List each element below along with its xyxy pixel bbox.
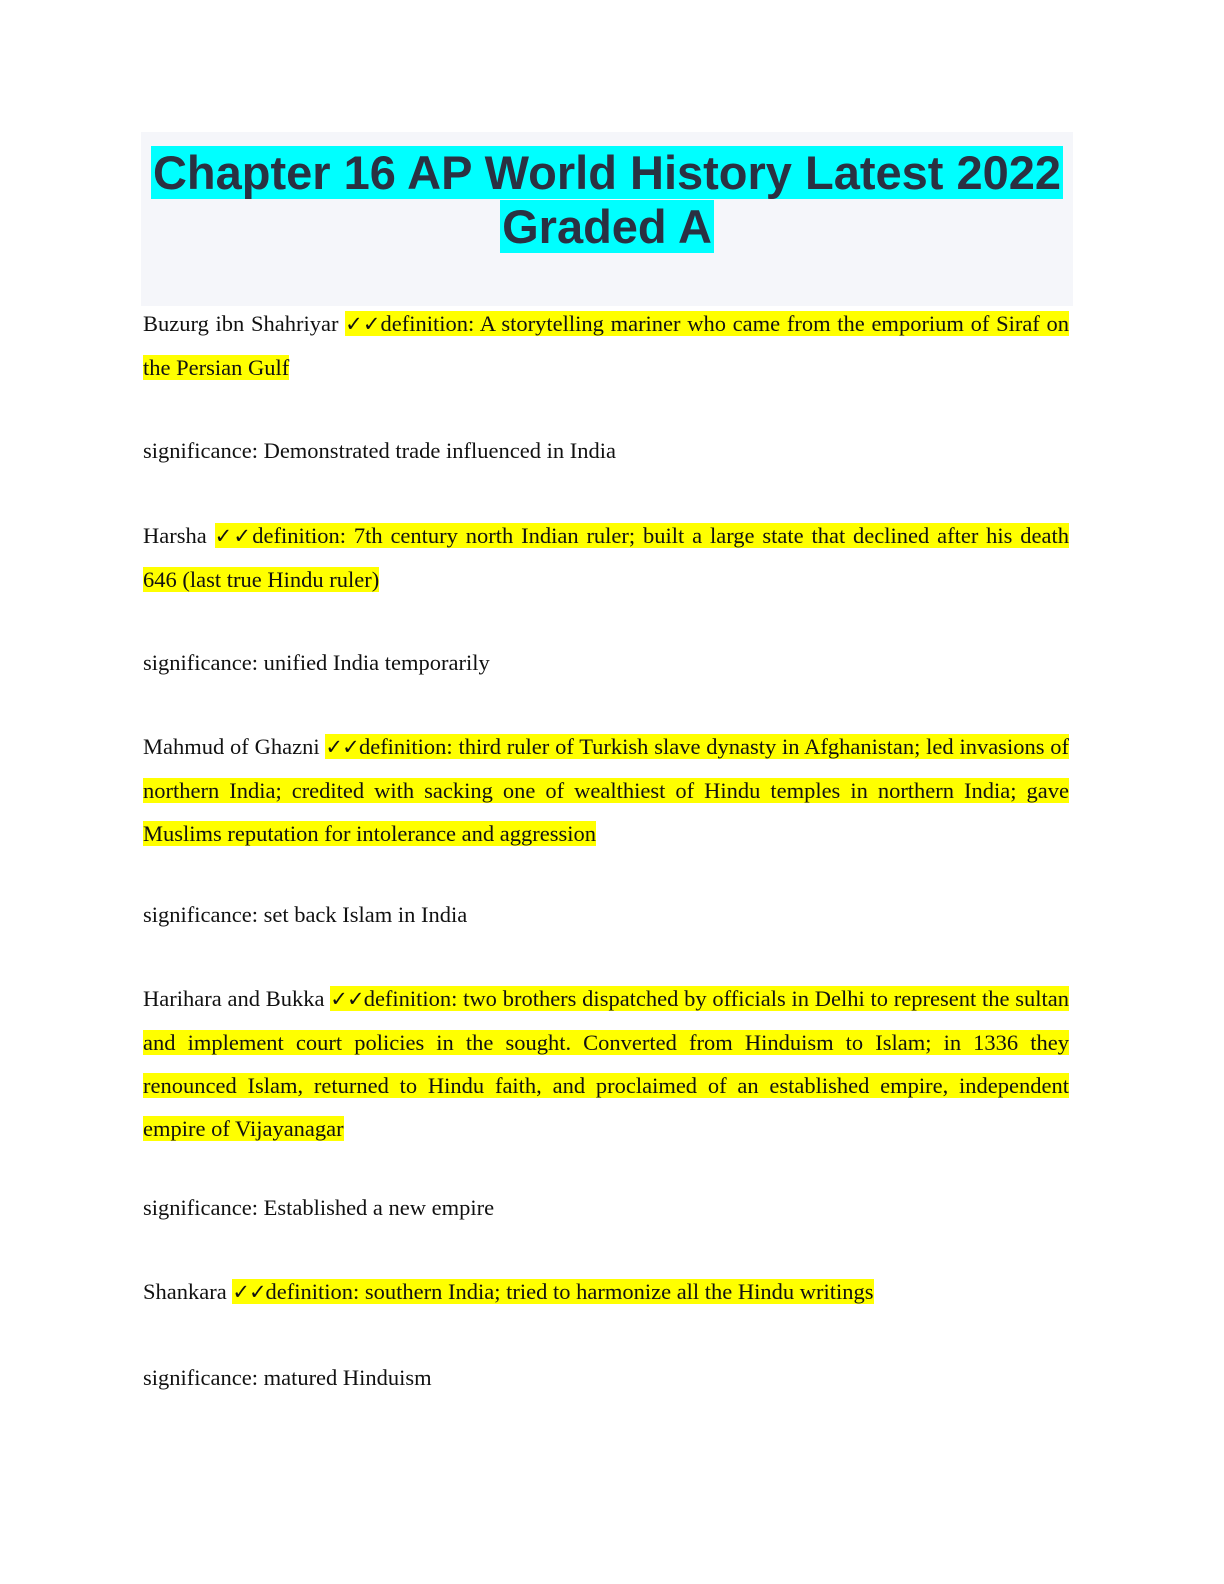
entry-definition — [143, 302, 1069, 389]
double-check-icon: ✓✓ — [345, 312, 381, 336]
double-check-icon: ✓✓ — [330, 987, 364, 1011]
entry-term: Harsha — [143, 523, 207, 548]
double-check-icon: ✓✓ — [232, 1280, 266, 1304]
entry-definition — [143, 977, 1069, 1150]
entry-term: Buzurg ibn Shahriyar — [143, 311, 339, 336]
entry-significance: significance: unified India temporarily — [143, 650, 490, 675]
definition-text: definition: A storytelling mariner who came from the emporium of Siraf on the Persian Gulf — [143, 311, 1069, 380]
entry-significance: significance: matured Hinduism — [143, 1365, 432, 1390]
title-line-2 — [141, 200, 1073, 254]
entry-definition — [143, 1270, 1069, 1314]
double-check-icon: ✓✓ — [325, 735, 359, 759]
entry-term: Harihara and Bukka — [143, 986, 325, 1011]
definition-text: definition: third ruler of Turkish slave dynasty in Afghanistan; led invasions of northern India; credited with sacking one of wealthiest of Hindu temples in northern India; gave Muslims reputation for intolerance and aggression — [143, 734, 1069, 846]
title-line-1 — [141, 146, 1073, 200]
double-check-icon: ✓✓ — [214, 524, 253, 548]
definition-highlight — [232, 1279, 873, 1304]
entry-significance: significance: set back Islam in India — [143, 902, 468, 927]
definition-text: definition: two brothers dispatched by officials in Delhi to represent the sultan and implement court policies in the sought. Converted from Hinduism to Islam; in 1336 they renounced Islam, returned to Hindu faith, and proclaimed of an established empire, independent empire of Vijayanagar — [143, 986, 1069, 1141]
entry-significance: significance: Established a new empire — [143, 1195, 495, 1220]
definition-text: definition: 7th century north Indian ruler; built a large state that declined after his death 646 (last true Hindu ruler) — [143, 523, 1070, 592]
entry-significance: significance: Demonstrated trade influenced in India — [143, 438, 616, 463]
entry-definition — [143, 514, 1069, 601]
entry-term: Mahmud of Ghazni — [143, 734, 320, 759]
definition-text: definition: southern India; tried to harmonize all the Hindu writings — [265, 1279, 874, 1304]
title-highlight-1: Chapter 16 AP World History Latest 2022 — [152, 146, 1062, 199]
definition-highlight — [143, 523, 1069, 592]
entry-definition — [143, 725, 1069, 855]
entry-term: Shankara — [143, 1279, 227, 1304]
title-block — [141, 132, 1073, 306]
title-highlight-2: Graded A — [502, 200, 712, 253]
